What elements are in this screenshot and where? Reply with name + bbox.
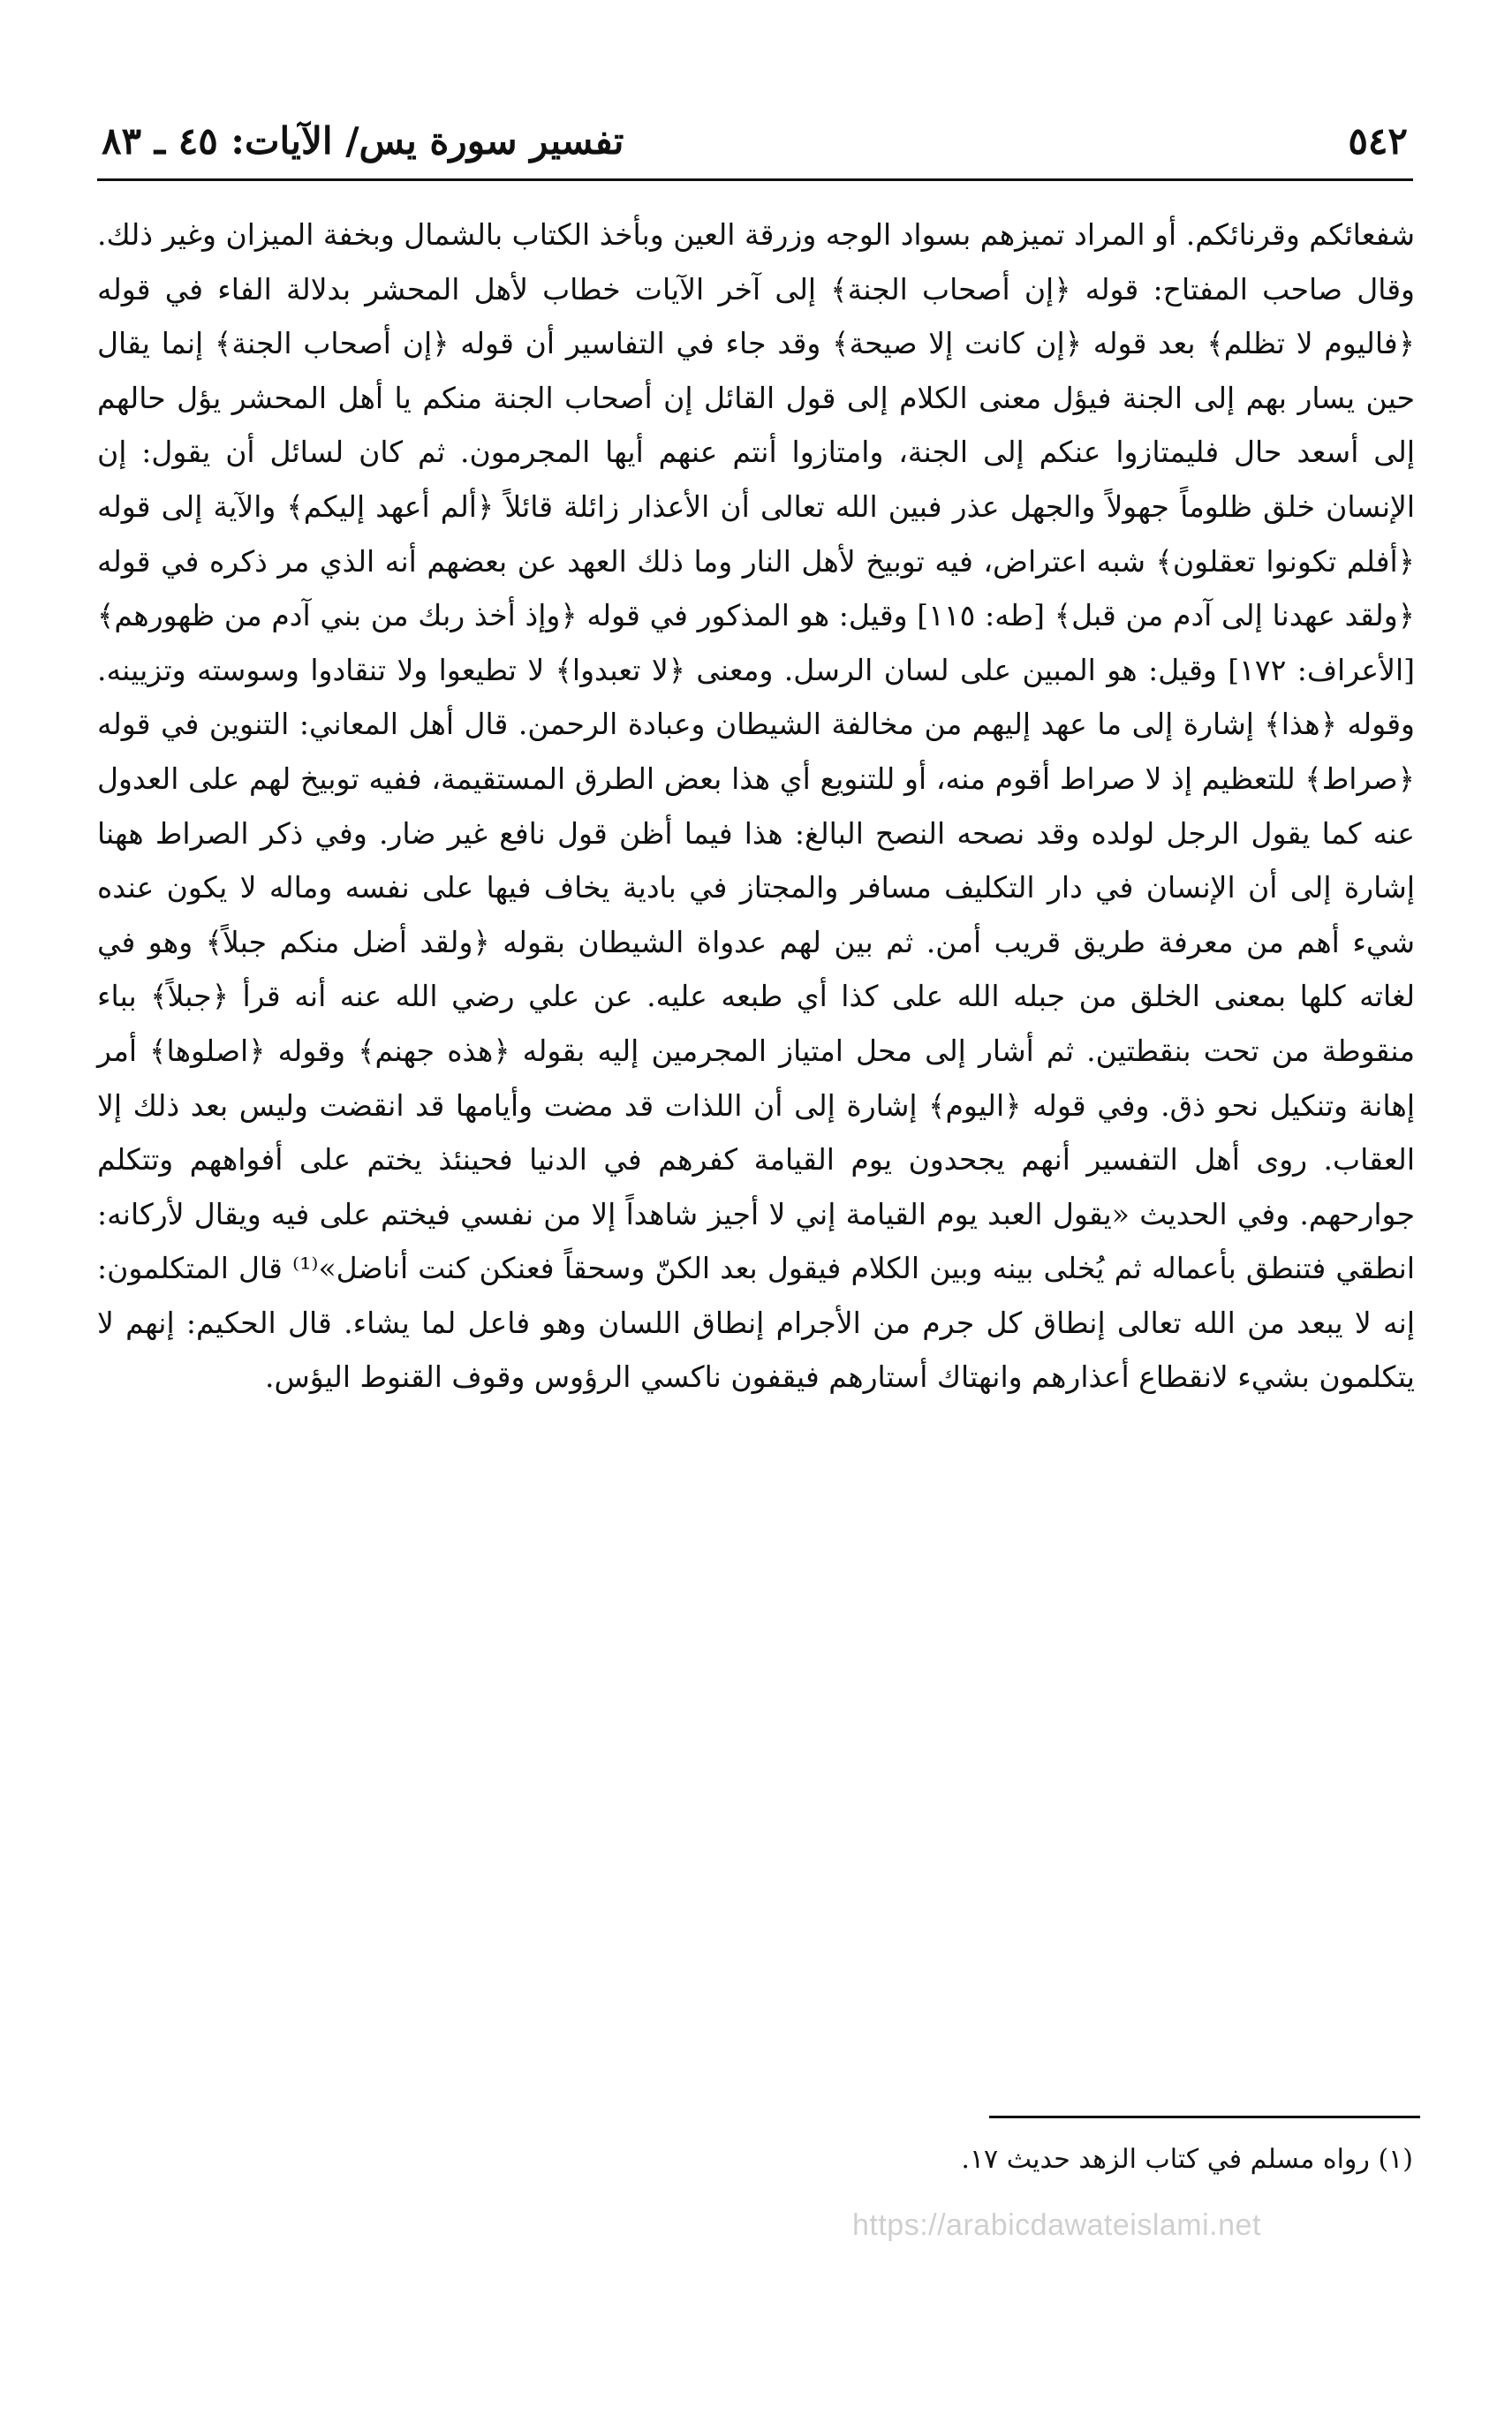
running-title: تفسير سورة يس/ الآيات: ٤٥ ـ ٨٣ [102, 119, 624, 163]
body-paragraph: شفعائكم وقرنائكم. أو المراد تميزهم بسواد الوجه وزرقة العين وبأخذ الكتاب بالشمال وبخفة الميزان وغير ذلك. وقال صاحب المفتاح: قوله ﴿إن أصحاب الجنة﴾ إلى آخر الآيات خطاب لأهل المحشر بدلالة الفاء في قوله ﴿فاليوم لا تظلم﴾ بعد قوله ﴿إن كانت إلا صيحة﴾ وقد جاء في التفاسير أن قوله ﴿إن أصحاب الجنة﴾ إنما يقال حين يسار بهم إلى الجنة فيؤل معنى الكلام إلى قول القائل إن أصحاب الجنة منكم يا أهل المحشر يؤل حالهم إلى أسعد حال فليمتازوا عنكم إلى الجنة، وامتازوا أنتم عنهم أيها المجرمون. ثم كان لسائل أن يقول: إن الإنسان خلق ظلوماً جهولاً والجهل عذر فبين الله تعالى أن الأعذار زائلة قائلاً ﴿ألم أعهد إليكم﴾ والآية إلى قوله ﴿أفلم تكونوا تعقلون﴾ شبه اعتراض، فيه توبيخ لأهل النار وما ذلك العهد عن بعضهم أنه الذي مر ذكره في قوله ﴿ولقد عهدنا إلى آدم من قبل﴾ [طه: ١١٥] وقيل: هو المذكور في قوله ﴿وإذ أخذ ربك من بني آدم من ظهورهم﴾ [الأعراف: ١٧٢] وقيل: هو المبين على لسان الرسل. ومعنى ﴿لا تعبدوا﴾ لا تطيعوا ولا تنقادوا وسوسته وتزيينه. وقوله ﴿هذا﴾ إشارة إلى ما عهد إليهم من مخالفة الشيطان وعبادة الرحمن. قال أهل المعاني: التنوين في قوله ﴿صراط﴾ للتعظيم إذ لا صراط أقوم منه، أو للتنويع أي هذا بعض الطرق المستقيمة، ففيه توبيخ لهم على العدول عنه كما يقول الرجل لولده وقد نصحه النصح البالغ: هذا فيما أظن قول نافع غير ضار. وفي ذكر الصراط ههنا إشارة إلى أن الإنسان في دار التكليف مسافر والمجتاز في بادية يخاف فيها على نفسه وماله لا يكون عنده شيء أهم من معرفة طريق قريب أمن. ثم بين لهم عدواة الشيطان بقوله ﴿ولقد أضل منكم جبلاً﴾ وهو في لغاته كلها بمعنى الخلق من جبله الله على كذا أي طبعه عليه. عن علي رضي الله عنه أنه قرأ ﴿جبلاً﴾ بباء منقوطة من تحت بنقطتين. ثم أشار إلى محل امتياز المجرمين إليه بقوله ﴿هذه جهنم﴾ وقوله ﴿اصلوها﴾ أمر إهانة وتنكيل نحو ذق. وفي قوله ﴿اليوم﴾ إشارة إلى أن اللذات قد مضت وأيامها قد انقضت وليس بعد ذلك إلا العقاب. روى أهل التفسير أنهم يجحدون يوم القيامة كفرهم في الدنيا فحينئذ يختم على أفواههم وتتكلم جوارحهم. وفي الحديث «يقول العبد يوم القيامة إني لا أجيز شاهداً إلا من نفسي فيختم على فيه ويقال لأركانه: انطقي فتنطق بأعماله ثم يُخلى بينه وبين الكلام فيقول بعد الكنّ وسحقاً فعنكن كنت أناضل»⁽¹⁾ قال المتكلمون: إنه لا يبعد من الله تعالى إنطاق كل جرم من الأجرام إنطاق اللسان وهو فاعل لما يشاء. قال الحكيم: إنهم لا يتكلمون بشيء لانقطاع أعذارهم وانهتاك أستارهم فيقفون ناكسي الرؤوس وقوف القنوط اليؤس. [97, 217, 1416, 1395]
footnote-divider [989, 2116, 1420, 2118]
main-text [97, 208, 1415, 1405]
header-divider [97, 178, 1413, 181]
footnote: (١) رواه مسلم في كتاب الزهد حديث ١٧. [961, 2144, 1413, 2175]
page-number: ٥٤٢ [1348, 119, 1408, 163]
watermark-url: https://arabicdawateislami.net [852, 2208, 1261, 2242]
page-header [102, 115, 1408, 178]
